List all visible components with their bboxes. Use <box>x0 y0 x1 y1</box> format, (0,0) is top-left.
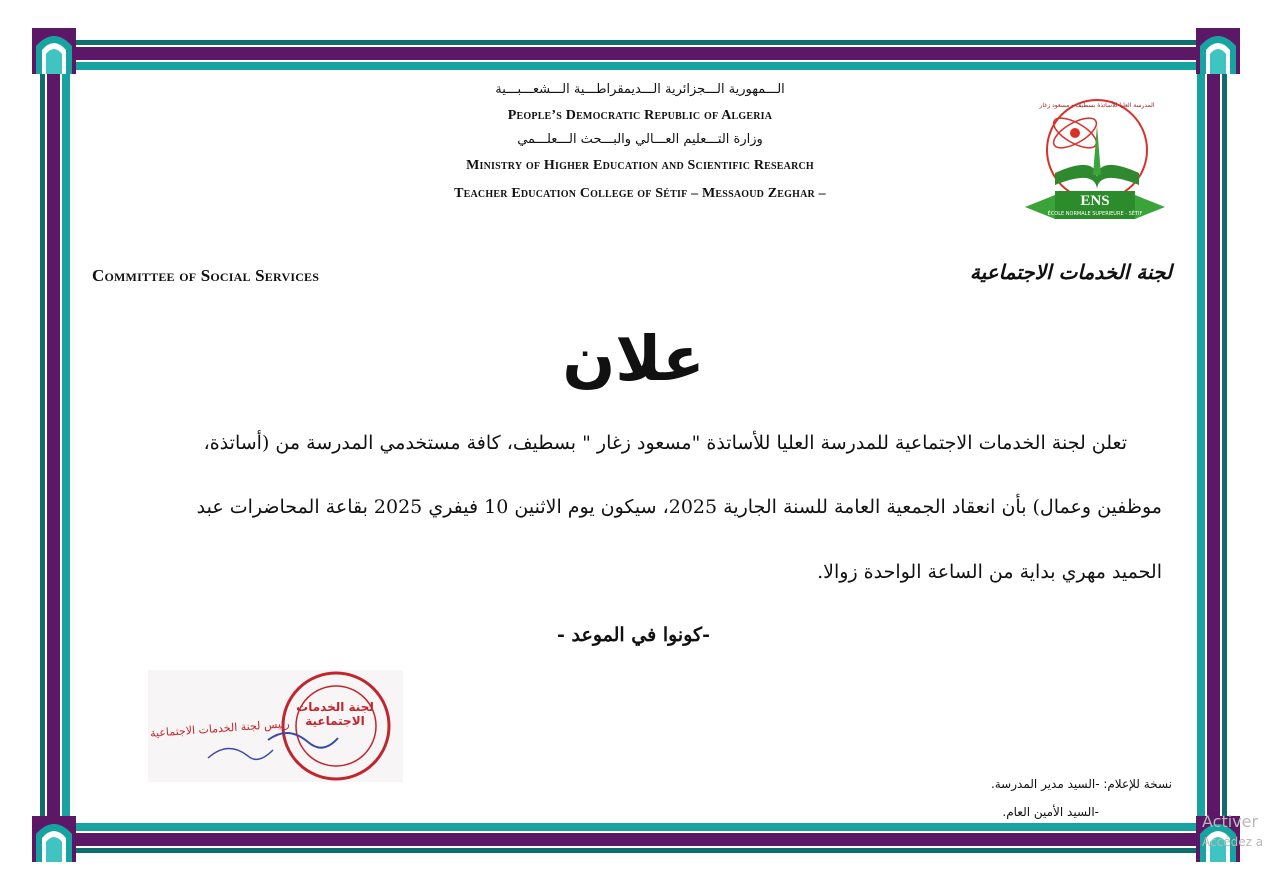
republic-arabic: الـــمهورية الـــجزائرية الـــديمقراطـــية الـــشعـــبـــية <box>495 82 785 97</box>
watermark-line: Activer <box>1202 812 1259 831</box>
announcement-line: الحميد مهري بداية من الساعة الواحدة زوالا. <box>817 561 1162 583</box>
page-title: علان <box>562 322 705 395</box>
committee-english: Committee of Social Services <box>92 266 320 285</box>
announcement-line: تعلن لجنة الخدمات الاجتماعية للمدرسة العليا للأساتذة "مسعود زغار " بسطيف، كافة مستخدمي المدرسة من (أساتذة، <box>203 432 1127 454</box>
republic-english: People’s Democratic Republic of Algeria <box>507 108 773 123</box>
watermark-line: Accédez a <box>1202 835 1264 849</box>
frame-corner-ornament <box>30 814 78 864</box>
ministry-english: Ministry of Higher Education and Scientific Research <box>466 158 814 173</box>
ens-logo <box>1015 95 1175 230</box>
frame-bottom-border <box>40 823 1227 853</box>
copy-recipients: نسخة للإعلام: -السيد مدير المدرسة. <box>990 777 1172 791</box>
stamp-label: لجنة الخدمات الاجتماعية <box>296 700 374 728</box>
frame-corner-ornament <box>30 26 78 76</box>
activation-watermark <box>1202 812 1263 852</box>
logo-subtitle: ÉCOLE NORMALE SUPERIEURE - SÉTIF <box>1047 211 1143 217</box>
copy-recipients: -السيد الأمين العام. <box>1002 805 1099 819</box>
committee-arabic: لجنة الخدمات الاجتماعية <box>969 260 1172 284</box>
frame-right-border <box>1197 40 1227 850</box>
logo-ring-text: المدرسة العليا للأساتذة بسطيف - مسعود زغار <box>1039 102 1155 109</box>
frame-top-border <box>40 40 1227 70</box>
frame-corner-ornament <box>1194 26 1242 76</box>
closing-remark: -كونوا في الموعد - <box>557 624 710 646</box>
announcement-line: موظفين وعمال) بأن انعقاد الجمعية العامة للسنة الجارية 2025، سيكون يوم الاثنين 10 فيفري 2025 بقاعة المحاضرات عبد <box>196 496 1162 518</box>
college-english: Teacher Education College of Sétif – Messaoud Zeghar – <box>454 186 826 201</box>
ministry-arabic: وزارة التـــعليم العـــالي والبـــحث الـــعلـــمي <box>517 132 763 147</box>
frame-left-border <box>40 40 70 850</box>
logo-acronym: ENS <box>1080 193 1110 209</box>
signature-title: رئيس لجنة الخدمات الاجتماعية <box>149 717 290 740</box>
